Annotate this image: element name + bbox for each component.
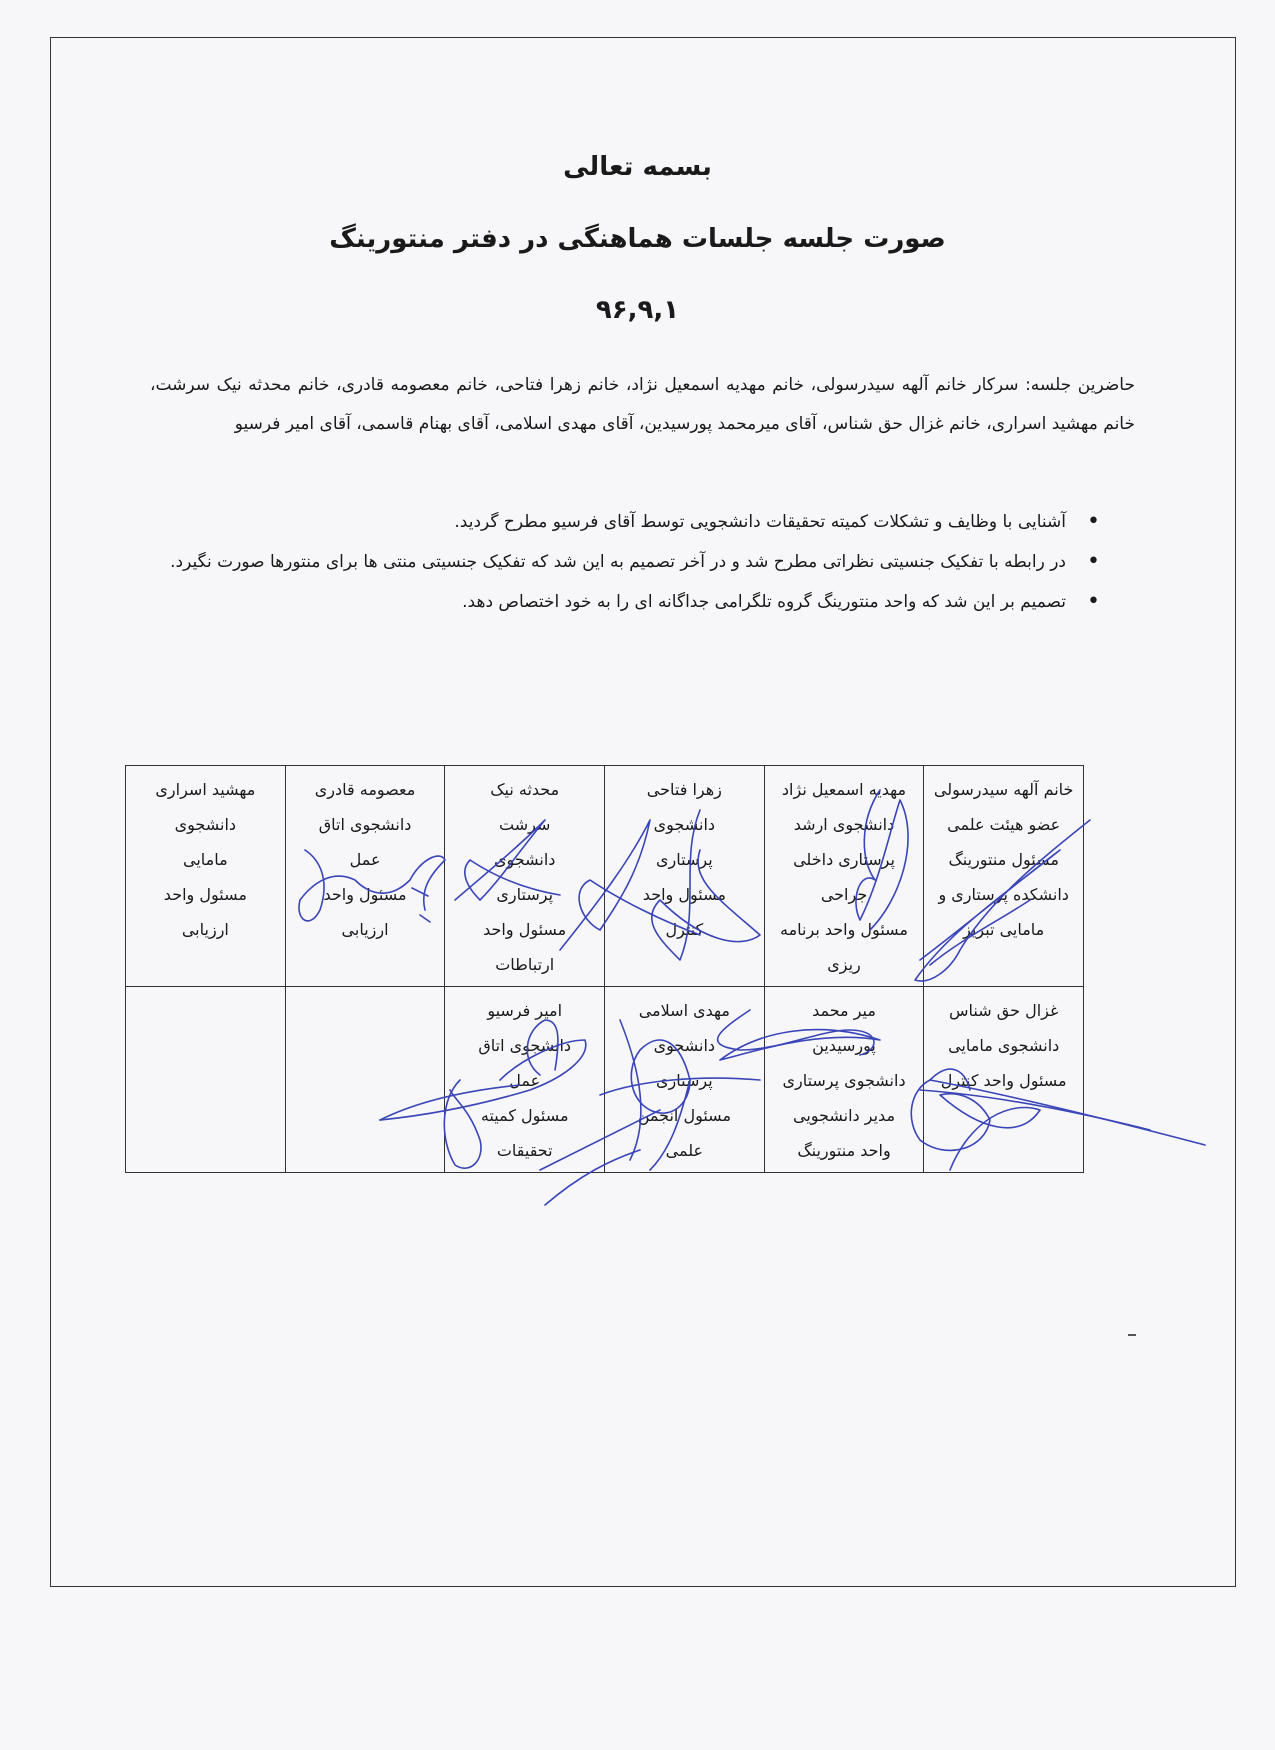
cell-line: مهدی اسلامی [638,1001,730,1020]
cell-line: کنترل [665,920,704,939]
cell-line: دانشجوی اتاق [478,1036,572,1055]
cell-line: مسئول واحد برنامه [780,920,908,939]
cell-line: دانشجوی ارشد [793,815,895,834]
cell-line: مامایی تبریز [963,920,1045,939]
document-title: صورت جلسه جلسات هماهنگی در دفتر منتورینگ [329,224,946,254]
cell-line: دانشجوی [653,815,716,834]
empty-signature-cell [126,987,286,1173]
cell-line: پرستاری [656,850,713,869]
cell-line: دانشجوی پرستاری [782,1071,906,1090]
attendees-paragraph: حاضرین جلسه: سرکار خانم آلهه سیدرسولی، خانم مهدیه اسمعیل نژاد، خانم زهرا فتاحی، خانم معصومه قادری، خانم محدثه نیک سرشت، خانم مهشید اسراری، خانم غزال حق شناس، آقای میرمحمد پورسیدین، آقای مهدی اسلامی، آقای بهنام قاسمی، آقای امیر فرسیو [150,375,1135,434]
signature-cell [764,766,924,987]
scan-mark [1128,1334,1136,1336]
cell-line: مدیر دانشجویی [793,1106,896,1125]
cell-line: پرستاری [656,1071,713,1090]
cell-line: پرستاری داخلی [793,850,895,869]
meeting-date: ۹۶,۹,۱ [595,295,680,325]
decision-item: • آشنایی با وظایف و تشکلات کمیته تحقیقات دانشجویی توسط آقای فرسیو مطرح گردید. [150,502,1100,542]
cell-line: دانشجوی اتاق [318,815,412,834]
signature-cell [924,987,1084,1173]
cell-line: عمل [509,1071,541,1090]
signature-row [126,987,1084,1173]
cell-line: جراحی [820,885,868,904]
cell-line: مسئول واحد [323,885,407,904]
cell-line: واحد منتورینگ [797,1141,891,1160]
cell-line: ارزیابی [181,920,229,939]
signature-cell [605,766,765,987]
cell-line: دانشجوی [493,850,556,869]
cell-line: مسئول واحد [163,885,247,904]
empty-signature-cell [285,987,445,1173]
signature-cell [764,987,924,1173]
cell-line: ریزی [827,955,861,974]
signature-cell [445,766,605,987]
cell-line: دانشجوی [174,815,237,834]
cell-line: مسئول واحد [642,885,726,904]
cell-line: تحقیقات [496,1141,553,1160]
cell-line: مسئول کمیته [480,1106,569,1125]
cell-line: دانشکده پرستاری و [938,885,1069,904]
cell-line: معصومه قادری [314,780,416,799]
cell-line: سرشت [499,815,551,834]
signature-table [125,765,1084,1173]
cell-line: خانم آلهه سیدرسولی [933,780,1074,799]
cell-line: دانشجوی مامایی [948,1036,1060,1055]
decisions-list [150,502,1100,622]
cell-line: مهدیه اسمعیل نژاد [781,780,907,799]
signature-cell [924,766,1084,987]
cell-line: علمی [665,1141,704,1160]
cell-line: امیر فرسیو [487,1001,563,1020]
cell-line: زهرا فتاحی [646,780,722,799]
cell-line: ارتباطات [495,955,555,974]
signature-cell [285,766,445,987]
cell-line: مامایی [183,850,228,869]
cell-line: مسئول منتورینگ [948,850,1059,869]
cell-line: مسئول انجمن [637,1106,732,1125]
cell-line: دانشجوی [653,1036,716,1055]
cell-line: عمل [349,850,381,869]
cell-line: غزال حق شناس [949,1001,1059,1020]
cell-line: مهشید اسراری [155,780,256,799]
cell-line: محدثه نیک [490,780,560,799]
signature-row [126,766,1084,987]
cell-line: ارزیابی [341,920,389,939]
cell-line: پرستاری [496,885,554,904]
decision-item: • تصمیم بر این شد که واحد منتورینگ گروه تلگرامی جداگانه ای را به خود اختصاص دهد. [150,582,1100,622]
cell-line: عضو هیئت علمی [947,815,1061,834]
cell-line: میر محمد [812,1001,876,1020]
decision-item: • در رابطه با تفکیک جنسیتی نظراتی مطرح شد و در آخر تصمیم به این شد که تفکیک جنسیتی منتی ها برای منتورها صورت نگیرد. [150,542,1100,582]
cell-line: مسئول واحد کنترل [940,1071,1067,1090]
signature-cell [605,987,765,1173]
cell-line: مسئول واحد [483,920,567,939]
signature-cell [445,987,605,1173]
cell-line: پورسیدین [812,1036,876,1055]
signature-cell [126,766,286,987]
blessing-heading: بسمه تعالی [563,152,712,182]
